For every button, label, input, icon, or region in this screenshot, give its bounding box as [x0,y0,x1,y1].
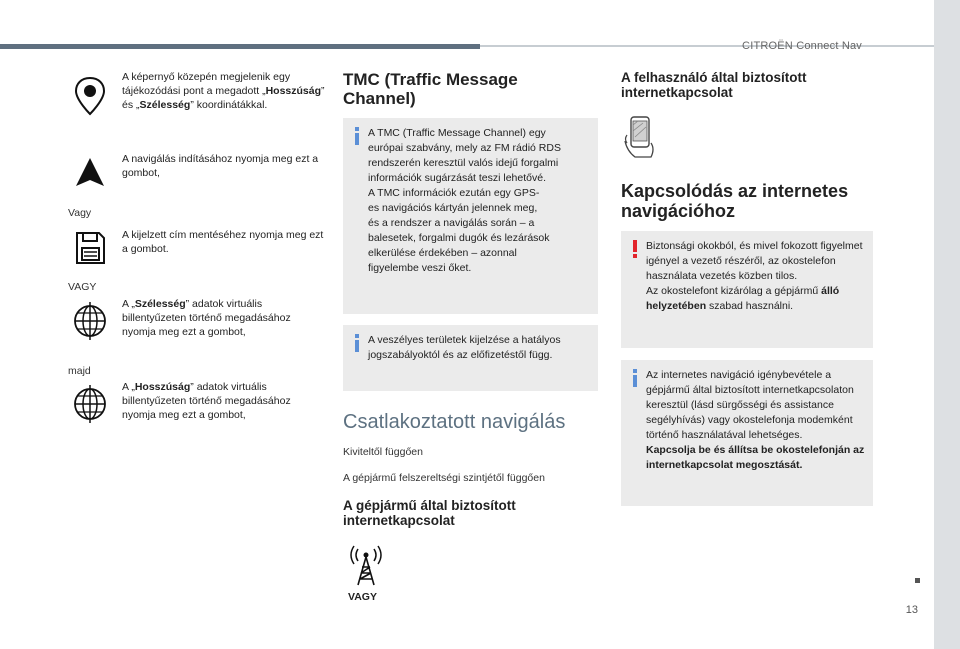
header-title: CITROËN Connect Nav [742,40,862,52]
top-rule [0,44,480,49]
smartphone-hand-icon [621,111,661,159]
tmc-title: TMC (Traffic Message Channel) [343,70,518,108]
between-label: Vagy [68,207,92,219]
page-number: 13 [905,604,918,616]
internet-info-box [621,360,873,506]
warning-text: Biztonsági okokból, és mivel fokozott figyelmet igényel a vezető részéről, az okostelefon használata vezetés közben tilos. Az okostelefont kizárólag a gépjármű álló helyzetében szabad használni. [646,240,863,312]
connected-nav-title: Csatlakoztatott navigálás [343,411,566,433]
antenna-tower-icon [348,543,384,587]
danger-info-box [343,325,598,391]
navigation-arrow-icon [70,156,110,196]
globe-grid-icon [70,299,110,339]
vehicle-connection-title: A gépjármű által biztosított internetkapcsolat [343,498,516,528]
info-marker-icon [628,369,642,387]
internet-nav-title: Kapcsolódás az internetes navigációhoz [621,181,849,221]
variant-note: Kiviteltől függően [343,446,423,458]
between-label: majd [68,365,91,377]
between-label: VAGY [68,281,97,293]
warning-box [621,231,873,348]
save-floppy-icon [70,228,110,268]
page-marker [915,578,920,583]
map-pin-icon [70,74,110,114]
navigate-text: A navigálás indításához nyomja meg ezt a gombot, [122,153,319,179]
top-rule-light [480,45,938,47]
side-band [934,0,960,649]
info-marker-icon [350,127,364,145]
equipment-note: A gépjármű felszereltségi szintjétől függően [343,472,545,484]
tmc-info-text: A TMC (Traffic Message Channel) egy európai szabvány, mely az FM rádió RDS rendszerén keresztül valós idejű forgalmi információk sugárzását teszi lehetővé. A TMC információk ezután egy GPS- es navigációs kártyán jelennek meg, és a rendszer a navigálás során – a balesetek, forgalmi dugók és lezárások elkerülése érdekében – azonnal figyelembe veszi őket. [368,127,561,274]
save-text: A kijelzett cím mentéséhez nyomja meg ezt a gombot. [122,229,324,255]
tmc-info-box [343,118,598,314]
or-label: VAGY [348,591,377,603]
coordinates-text: A képernyő közepén megjelenik egy tájékozódási pont a megadott „Hosszúság” és „Szélesség” koordinátákkal. [122,71,325,111]
warning-marker-icon [628,240,642,258]
latitude-text: A „Szélesség” adatok virtuális billentyűzeten történő megadásához nyomja meg ezt a gombot, [122,298,291,338]
user-connection-title: A felhasználó által biztosított internetkapcsolat [621,70,807,100]
info-marker-icon [350,334,364,352]
danger-info-text: A veszélyes területek kijelzése a hatályos jogszabályoktól és az előfizetéstől függ. [368,334,561,361]
longitude-text: A „Hosszúság” adatok virtuális billentyűzeten történő megadásához nyomja meg ezt a gombot, [122,381,291,421]
internet-info-text: Az internetes navigáció igénybevétele a gépjármű által biztosított internetkapcsolaton keresztül (lásd sürgősségi és assistance segélyhívás) vagy okostelefonja modemként történő használatával lehetséges. Kapcsolja be és állítsa be okostelefonján az internetkapcsolat megosztását. [646,369,865,471]
globe-grid-icon [70,382,110,422]
